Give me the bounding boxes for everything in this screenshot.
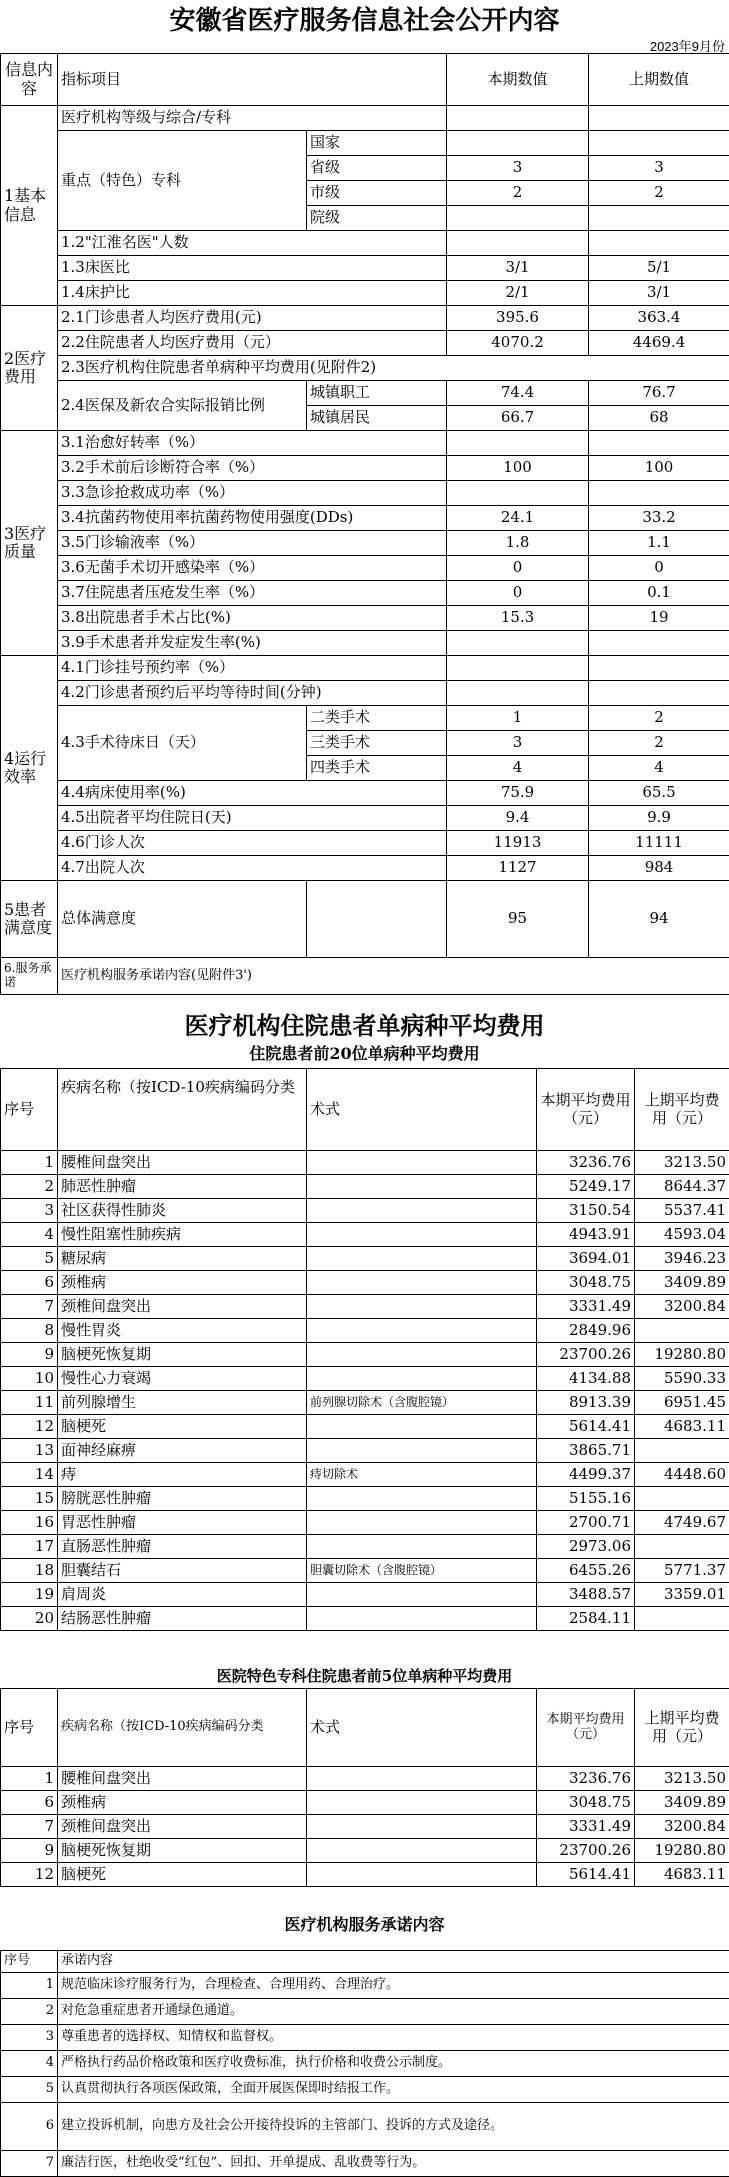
disease-name: 面神经麻痹 (58, 1439, 307, 1463)
procedure (307, 1247, 537, 1271)
previous-cost: 3213.50 (635, 1151, 729, 1175)
row-3-2-current: 100 (447, 456, 589, 481)
row-number: 12 (1, 1863, 58, 1887)
table-row (1, 1439, 729, 1463)
row-3-5-previous: 1.1 (589, 531, 729, 556)
current-cost: 3488.57 (537, 1583, 635, 1607)
disease-name: 慢性胃炎 (58, 1319, 307, 1343)
row-level: 医疗机构等级与综合/专科 (58, 106, 447, 131)
header-info: 信息内容 (1, 54, 58, 106)
procedure (307, 1415, 537, 1439)
previous-cost: 5771.37 (635, 1559, 729, 1583)
table-row (1, 1391, 729, 1415)
row-number: 8 (1, 1319, 58, 1343)
key-provincial-previous: 3 (589, 156, 729, 181)
disease-name: 社区获得性肺炎 (58, 1199, 307, 1223)
commitment-number: 3 (1, 2025, 58, 2051)
commitment-table-body (1, 1973, 729, 2177)
row-4-3b-previous: 2 (589, 731, 729, 756)
row-3-2: 3.2手术前后诊断符合率（%） (58, 456, 447, 481)
row-3-4-current: 24.1 (447, 506, 589, 531)
row-4-4-current: 75.9 (447, 781, 589, 806)
row-4-3d-current: 4 (447, 756, 589, 781)
table-row (1, 1487, 729, 1511)
top20-table-body (1, 1151, 729, 1631)
current-cost: 5155.16 (537, 1487, 635, 1511)
current-cost: 3694.01 (537, 1247, 635, 1271)
previous-cost (635, 1487, 729, 1511)
row-3-8: 3.8出院患者手术占比(%) (58, 606, 447, 631)
row-number: 5 (1, 1247, 58, 1271)
disease-name: 脑梗死恢复期 (58, 1343, 307, 1367)
disease-name: 胃恶性肿瘤 (58, 1511, 307, 1535)
table-row (1, 1863, 729, 1887)
row-4-5-current: 9.4 (447, 806, 589, 831)
row-3-6-current: 0 (447, 556, 589, 581)
row-2-1-current: 395.6 (447, 306, 589, 331)
list-item (1, 2051, 729, 2077)
row-5-previous: 94 (589, 881, 729, 958)
row-2-2: 2.2住院患者人均医疗费用（元） (58, 331, 447, 356)
row-4-3a-previous: 2 (589, 706, 729, 731)
row-3-7-previous: 0.1 (589, 581, 729, 606)
current-cost: 4499.37 (537, 1463, 635, 1487)
procedure (307, 1319, 537, 1343)
disease-name: 痔 (58, 1463, 307, 1487)
list-item (1, 2025, 729, 2051)
current-cost: 5614.41 (537, 1863, 635, 1887)
row-3-3: 3.3急诊抢救成功率（%） (58, 481, 447, 506)
header-item: 指标项目 (58, 54, 447, 106)
previous-cost: 3213.50 (635, 1767, 729, 1791)
table-row (1, 1463, 729, 1487)
row-1-3-current: 3/1 (447, 256, 589, 281)
table-row (1, 1367, 729, 1391)
table-row (1, 1607, 729, 1631)
commitment-text: 建立投诉机制，向患方及社会公开接待投诉的主管部门、投诉的方式及途径。 (58, 2103, 729, 2151)
current-cost: 2700.71 (537, 1511, 635, 1535)
t3-header-no: 序号 (1, 1689, 58, 1767)
disease-name: 胆囊结石 (58, 1559, 307, 1583)
current-cost: 4943.91 (537, 1223, 635, 1247)
t3-header-previous: 上期平均费用（元） (635, 1689, 729, 1767)
disease-name: 脑梗死 (58, 1863, 307, 1887)
disease-name: 腰椎间盘突出 (58, 1151, 307, 1175)
t2-header-current: 本期平均费用（元） (537, 1069, 635, 1151)
list-item (1, 1973, 729, 1999)
current-cost: 4134.88 (537, 1367, 635, 1391)
row-number: 9 (1, 1343, 58, 1367)
row-5: 总体满意度 (58, 881, 307, 958)
group-quality: 3医疗质量 (1, 431, 58, 656)
commitment-text: 廉洁行医，杜绝收受“红包”、回扣、开单提成、乱收费等行为。 (58, 2151, 729, 2177)
row-4-4: 4.4病床使用率(%) (58, 781, 447, 806)
row-number: 13 (1, 1439, 58, 1463)
section-title-specialty: 医院特色专科住院患者前5位单病种平均费用 (0, 1664, 729, 1688)
row-2-4b-current: 66.7 (447, 406, 589, 431)
current-cost: 3331.49 (537, 1295, 635, 1319)
procedure (307, 1199, 537, 1223)
previous-cost: 3946.23 (635, 1247, 729, 1271)
row-4-3-class3: 三类手术 (307, 731, 447, 756)
previous-cost: 4749.67 (635, 1511, 729, 1535)
commitment-table (0, 1950, 729, 2177)
table-row (1, 1535, 729, 1559)
t2-header-no: 序号 (1, 1069, 58, 1151)
group-basic: 1基本信息 (1, 106, 58, 306)
row-number: 20 (1, 1607, 58, 1631)
row-5-current: 95 (447, 881, 589, 958)
procedure (307, 1439, 537, 1463)
specialty-table (0, 1688, 729, 1887)
row-2-4b-previous: 68 (589, 406, 729, 431)
row-3-7: 3.7住院患者压疮发生率（%） (58, 581, 447, 606)
procedure (307, 1151, 537, 1175)
procedure (307, 1535, 537, 1559)
disease-name: 前列腺增生 (58, 1391, 307, 1415)
row-4-6-current: 11913 (447, 831, 589, 856)
disease-name: 脑梗死 (58, 1415, 307, 1439)
header-previous: 上期数值 (589, 54, 729, 106)
row-number: 3 (1, 1199, 58, 1223)
disease-name: 肩周炎 (58, 1583, 307, 1607)
row-3-4-previous: 33.2 (589, 506, 729, 531)
disease-name: 颈椎病 (58, 1271, 307, 1295)
section-title-disease-cost: 医疗机构住院患者单病种平均费用 (0, 1010, 729, 1042)
previous-cost: 19280.80 (635, 1839, 729, 1863)
current-cost: 3048.75 (537, 1271, 635, 1295)
row-number: 7 (1, 1815, 58, 1839)
previous-cost: 6951.45 (635, 1391, 729, 1415)
row-4-3-class4: 四类手术 (307, 756, 447, 781)
row-number: 9 (1, 1839, 58, 1863)
commitment-text: 尊重患者的选择权、知情权和监督权。 (58, 2025, 729, 2051)
previous-cost (635, 1607, 729, 1631)
previous-cost: 3409.89 (635, 1271, 729, 1295)
row-4-3d-previous: 4 (589, 756, 729, 781)
procedure (307, 1223, 537, 1247)
section-title-commitment: 医疗机构服务承诺内容 (0, 1912, 729, 1938)
previous-cost: 5537.41 (635, 1199, 729, 1223)
current-cost: 8913.39 (537, 1391, 635, 1415)
row-4-5-previous: 9.9 (589, 806, 729, 831)
row-number: 14 (1, 1463, 58, 1487)
t3-header-name: 疾病名称（按ICD-10疾病编码分类 (58, 1689, 307, 1767)
disease-name: 膀胱恶性肿瘤 (58, 1487, 307, 1511)
row-number: 10 (1, 1367, 58, 1391)
procedure (307, 1271, 537, 1295)
row-2-3: 2.3医疗机构住院患者单病种平均费用(见附件2) (58, 356, 729, 381)
previous-cost: 3359.01 (635, 1583, 729, 1607)
procedure (307, 1367, 537, 1391)
row-3-8-current: 15.3 (447, 606, 589, 631)
previous-cost: 5590.33 (635, 1367, 729, 1391)
previous-cost: 4593.04 (635, 1223, 729, 1247)
disease-name: 肺恶性肿瘤 (58, 1175, 307, 1199)
procedure (307, 1175, 537, 1199)
t3-header-current: 本期平均费用（元） (537, 1689, 635, 1767)
disease-name: 结肠恶性肿瘤 (58, 1607, 307, 1631)
row-4-7-previous: 984 (589, 856, 729, 881)
procedure: 前列腺切除术（含腹腔镜） (307, 1391, 537, 1415)
row-number: 12 (1, 1415, 58, 1439)
current-cost: 3048.75 (537, 1791, 635, 1815)
table-row (1, 1559, 729, 1583)
commitment-number: 1 (1, 1973, 58, 1999)
row-2-4-urban-resident: 城镇居民 (307, 406, 447, 431)
disease-name: 颈椎病 (58, 1791, 307, 1815)
key-hospital: 院级 (307, 206, 447, 231)
commitment-number: 4 (1, 2051, 58, 2077)
procedure (307, 1487, 537, 1511)
previous-cost: 4683.11 (635, 1863, 729, 1887)
row-number: 19 (1, 1583, 58, 1607)
row-2-2-current: 4070.2 (447, 331, 589, 356)
previous-cost (635, 1319, 729, 1343)
row-number: 6 (1, 1271, 58, 1295)
list-item (1, 2103, 729, 2151)
commitment-text: 对危急重症患者开通绿色通道。 (58, 1999, 729, 2025)
procedure (307, 1791, 537, 1815)
current-cost: 23700.26 (537, 1343, 635, 1367)
previous-cost (635, 1535, 729, 1559)
table-row (1, 1415, 729, 1439)
current-cost: 6455.26 (537, 1559, 635, 1583)
row-1-4-current: 2/1 (447, 281, 589, 306)
row-3-2-previous: 100 (589, 456, 729, 481)
procedure: 痔切除术 (307, 1463, 537, 1487)
row-number: 18 (1, 1559, 58, 1583)
table-row (1, 1271, 729, 1295)
disease-name: 颈椎间盘突出 (58, 1815, 307, 1839)
row-3-8-previous: 19 (589, 606, 729, 631)
row-2-4a-previous: 76.7 (589, 381, 729, 406)
row-number: 7 (1, 1295, 58, 1319)
disease-name: 慢性心力衰竭 (58, 1367, 307, 1391)
table-row (1, 1791, 729, 1815)
previous-cost: 4683.11 (635, 1415, 729, 1439)
previous-cost: 8644.37 (635, 1175, 729, 1199)
table-row (1, 1343, 729, 1367)
table-row (1, 1319, 729, 1343)
row-1-3: 1.3床医比 (58, 256, 447, 281)
t4-header-content: 承诺内容 (58, 1951, 729, 1973)
row-number: 6 (1, 1791, 58, 1815)
list-item (1, 1999, 729, 2025)
t3-header-op: 术式 (307, 1689, 537, 1767)
key-provincial: 省级 (307, 156, 447, 181)
previous-cost: 19280.80 (635, 1343, 729, 1367)
row-4-3: 4.3手术待床日（天） (58, 706, 307, 781)
procedure (307, 1863, 537, 1887)
procedure (307, 1295, 537, 1319)
row-number: 15 (1, 1487, 58, 1511)
row-4-6-previous: 11111 (589, 831, 729, 856)
key-provincial-current: 3 (447, 156, 589, 181)
header-current: 本期数值 (447, 54, 589, 106)
row-3-6-previous: 0 (589, 556, 729, 581)
previous-cost (635, 1439, 729, 1463)
row-4-1: 4.1门诊挂号预约率（%） (58, 656, 447, 681)
previous-cost: 4448.60 (635, 1463, 729, 1487)
current-cost: 3331.49 (537, 1815, 635, 1839)
table-row (1, 1839, 729, 1863)
row-number: 2 (1, 1175, 58, 1199)
row-4-2: 4.2门诊患者预约后平均等待时间(分钟) (58, 681, 447, 706)
t4-header-no: 序号 (1, 1951, 58, 1973)
top20-table (0, 1068, 729, 1631)
row-4-7: 4.7出院人次 (58, 856, 447, 881)
row-number: 1 (1, 1767, 58, 1791)
row-2-2-previous: 4469.4 (589, 331, 729, 356)
row-number: 11 (1, 1391, 58, 1415)
commitment-text: 规范临床诊疗服务行为，合理检查、合理用药、合理治疗。 (58, 1973, 729, 1999)
key-national: 国家 (307, 131, 447, 156)
disease-name: 腰椎间盘突出 (58, 1767, 307, 1791)
current-cost: 5614.41 (537, 1415, 635, 1439)
group-cost: 2医疗费用 (1, 306, 58, 431)
table-row (1, 1223, 729, 1247)
previous-cost: 3200.84 (635, 1295, 729, 1319)
info-table (0, 53, 729, 995)
t2-header-op: 术式 (307, 1069, 537, 1151)
current-cost: 23700.26 (537, 1839, 635, 1863)
row-2-1-previous: 363.4 (589, 306, 729, 331)
row-4-3a-current: 1 (447, 706, 589, 731)
row-3-4: 3.4抗菌药物使用率抗菌药物使用强度(DDs) (58, 506, 447, 531)
disease-name: 脑梗死恢复期 (58, 1839, 307, 1863)
commitment-number: 6 (1, 2103, 58, 2151)
procedure (307, 1583, 537, 1607)
row-2-4: 2.4医保及新农合实际报销比例 (58, 381, 307, 431)
report-date: 2023年9月份 (650, 36, 725, 55)
row-4-3b-current: 3 (447, 731, 589, 756)
specialty-table-body (1, 1767, 729, 1887)
procedure (307, 1767, 537, 1791)
procedure (307, 1815, 537, 1839)
previous-cost: 3409.89 (635, 1791, 729, 1815)
current-cost: 2973.06 (537, 1535, 635, 1559)
current-cost: 3150.54 (537, 1199, 635, 1223)
disease-name: 颈椎间盘突出 (58, 1295, 307, 1319)
table-row (1, 1511, 729, 1535)
table-row (1, 1199, 729, 1223)
commitment-number: 5 (1, 2077, 58, 2103)
commitment-text: 严格执行药品价格政策和医疗收费标准，执行价格和收费公示制度。 (58, 2051, 729, 2077)
row-3-7-current: 0 (447, 581, 589, 606)
row-1-4-previous: 3/1 (589, 281, 729, 306)
current-cost: 3865.71 (537, 1439, 635, 1463)
key-city: 市级 (307, 181, 447, 206)
row-3-1: 3.1治愈好转率（%） (58, 431, 447, 456)
list-item (1, 2077, 729, 2103)
table-row (1, 1175, 729, 1199)
commitment-number: 2 (1, 1999, 58, 2025)
t2-header-name: 疾病名称（按ICD-10疾病编码分类 (58, 1069, 307, 1151)
row-4-3-class2: 二类手术 (307, 706, 447, 731)
table-row (1, 1583, 729, 1607)
row-3-9: 3.9手术患者并发症发生率(%) (58, 631, 447, 656)
key-city-current: 2 (447, 181, 589, 206)
row-4-7-current: 1127 (447, 856, 589, 881)
list-item (1, 2151, 729, 2177)
row-number: 1 (1, 1151, 58, 1175)
procedure (307, 1343, 537, 1367)
key-city-previous: 2 (589, 181, 729, 206)
row-2-4-urban-employee: 城镇职工 (307, 381, 447, 406)
section-subtitle-top20: 住院患者前20位单病种平均费用 (0, 1042, 729, 1066)
row-3-6: 3.6无菌手术切开感染率（%） (58, 556, 447, 581)
row-1-2: 1.2"江淮名医"人数 (58, 231, 447, 256)
disease-name: 直肠恶性肿瘤 (58, 1535, 307, 1559)
procedure (307, 1839, 537, 1863)
procedure (307, 1511, 537, 1535)
row-1-4: 1.4床护比 (58, 281, 447, 306)
table-row (1, 1767, 729, 1791)
page-title: 安徽省医疗服务信息社会公开内容 (0, 4, 729, 38)
table-row (1, 1815, 729, 1839)
table-row (1, 1151, 729, 1175)
current-cost: 3236.76 (537, 1767, 635, 1791)
commitment-text: 认真贯彻执行各项医保政策，全面开展医保即时结报工作。 (58, 2077, 729, 2103)
row-2-1: 2.1门诊患者人均医疗费用(元) (58, 306, 447, 331)
procedure: 胆囊切除术（含腹腔镜） (307, 1559, 537, 1583)
row-3-5-current: 1.8 (447, 531, 589, 556)
row-2-4a-current: 74.4 (447, 381, 589, 406)
row-number: 16 (1, 1511, 58, 1535)
row-number: 4 (1, 1223, 58, 1247)
disease-name: 糖尿病 (58, 1247, 307, 1271)
row-key-specialty: 重点（特色）专科 (58, 131, 307, 231)
row-6: 医疗机构服务承诺内容(见附件3') (58, 958, 729, 995)
disease-name: 慢性阻塞性肺疾病 (58, 1223, 307, 1247)
current-cost: 5249.17 (537, 1175, 635, 1199)
row-number: 17 (1, 1535, 58, 1559)
row-3-5: 3.5门诊输液率（%） (58, 531, 447, 556)
current-cost: 3236.76 (537, 1151, 635, 1175)
current-cost: 2584.11 (537, 1607, 635, 1631)
row-1-3-previous: 5/1 (589, 256, 729, 281)
t2-header-previous: 上期平均费用（元） (635, 1069, 729, 1151)
row-4-5: 4.5出院者平均住院日(天) (58, 806, 447, 831)
current-cost: 2849.96 (537, 1319, 635, 1343)
group-satisfaction: 5患者满意度 (1, 881, 58, 958)
row-4-6: 4.6门诊人次 (58, 831, 447, 856)
row-4-4-previous: 65.5 (589, 781, 729, 806)
table-row (1, 1247, 729, 1271)
previous-cost: 3200.84 (635, 1815, 729, 1839)
group-efficiency: 4运行效率 (1, 656, 58, 881)
table-row (1, 1295, 729, 1319)
procedure (307, 1607, 537, 1631)
commitment-number: 7 (1, 2151, 58, 2177)
group-commitment: 6.服务承诺 (1, 958, 58, 995)
